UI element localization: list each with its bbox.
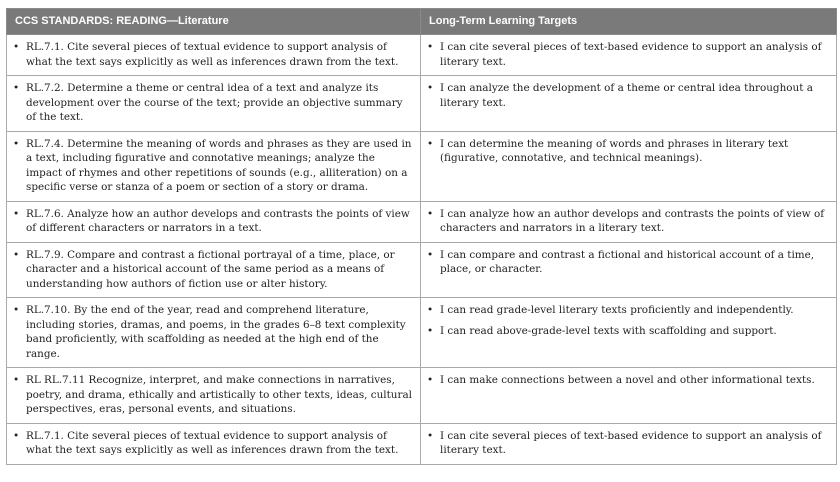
bullet-icon: • xyxy=(427,82,434,94)
standard-item xyxy=(13,303,414,361)
bullet-icon: • xyxy=(427,374,434,386)
header-row xyxy=(7,9,837,35)
standard-cell xyxy=(7,368,421,424)
bullet-icon: • xyxy=(427,429,434,442)
standards-table xyxy=(6,8,837,465)
target-item xyxy=(427,40,830,69)
bullet-icon: • xyxy=(13,248,20,261)
standard-cell xyxy=(7,35,421,76)
standard-item xyxy=(13,429,414,458)
bullet-icon: • xyxy=(13,41,20,53)
table-row xyxy=(7,35,837,76)
target-item-text: I can read grade-level literary texts proficiently and independently. xyxy=(440,304,794,316)
target-item-text: I can analyze the development of a theme or central idea throughout a literary text. xyxy=(440,82,813,109)
target-cell xyxy=(421,298,837,368)
target-cell xyxy=(421,368,837,424)
target-item-text: I can read above-grade-level texts with scaffolding and support. xyxy=(440,324,777,337)
bullet-icon: • xyxy=(13,82,20,94)
table-body xyxy=(7,35,837,465)
standard-item-text: RL.7.1. Cite several pieces of textual evidence to support analysis of what the text says explicitly as well as inferences drawn from the text. xyxy=(26,429,399,456)
standard-cell xyxy=(7,131,421,201)
standard-item-text: RL.7.4. Determine the meaning of words and phrases as they are used in a text, including figurative and connotative meanings; analyze the impact of rhymes and other repetitions of sounds (e.g., alliteration) on a specific verse or stanza of a poem or section of a story or drama. xyxy=(26,137,412,193)
standard-cell xyxy=(7,242,421,298)
target-item-text: I can analyze how an author develops and contrasts the points of view of characters and narrators in a literary text. xyxy=(440,207,825,234)
target-item xyxy=(427,248,830,277)
standard-cell xyxy=(7,201,421,242)
standard-item-text: RL.7.10. By the end of the year, read and comprehend literature, including stories, dramas, and poems, in the grades 6–8 text complexity band proficiently, with scaffolding as needed at the high end of the range. xyxy=(26,304,406,360)
target-cell xyxy=(421,35,837,76)
table-row xyxy=(7,76,837,132)
table-row xyxy=(7,423,837,464)
bullet-icon: • xyxy=(427,137,434,150)
standard-cell xyxy=(7,76,421,132)
table-row xyxy=(7,368,837,424)
standard-item-text: RL.7.6. Analyze how an author develops and contrasts the points of view of different characters or narrators in a text. xyxy=(26,207,410,234)
target-item xyxy=(427,207,830,236)
target-cell xyxy=(421,201,837,242)
target-item xyxy=(427,303,830,318)
target-cell xyxy=(421,242,837,298)
bullet-icon: • xyxy=(427,248,434,261)
header-standards: CCS STANDARDS: READING—Literature xyxy=(7,9,421,35)
standard-item xyxy=(13,248,414,292)
bullet-icon: • xyxy=(13,374,20,386)
bullet-icon: • xyxy=(427,41,434,53)
bullet-icon: • xyxy=(13,429,20,442)
bullet-icon: • xyxy=(427,304,434,316)
target-item-text: I can make connections between a novel and other informational texts. xyxy=(440,374,815,386)
bullet-icon: • xyxy=(427,324,434,337)
standard-item xyxy=(13,81,414,125)
target-item xyxy=(427,429,830,458)
target-cell xyxy=(421,76,837,132)
bullet-icon: • xyxy=(13,137,20,150)
table-row xyxy=(7,242,837,298)
target-item-text: I can cite several pieces of text-based evidence to support an analysis of literary text. xyxy=(440,41,822,68)
standard-item xyxy=(13,40,414,69)
target-item xyxy=(427,373,830,388)
table-row xyxy=(7,201,837,242)
target-item-text: I can compare and contrast a fictional and historical account of a time, place, or character. xyxy=(440,248,815,275)
target-item-text: I can determine the meaning of words and phrases in literary text (figurative, connotative, and technical meanings). xyxy=(440,137,789,164)
standard-cell xyxy=(7,298,421,368)
bullet-icon: • xyxy=(13,304,20,316)
standard-cell xyxy=(7,423,421,464)
target-cell xyxy=(421,131,837,201)
target-cell xyxy=(421,423,837,464)
header-learning-targets: Long-Term Learning Targets xyxy=(421,9,837,35)
standard-item-text: RL RL.7.11 Recognize, interpret, and make connections in narratives, poetry, and drama, ethically and artistically to other texts, ideas, cultural perspectives, eras, personal events, and situations. xyxy=(26,374,412,415)
standard-item-text: RL.7.2. Determine a theme or central idea of a text and analyze its development over the course of the text; provide an objective summary of the text. xyxy=(26,82,403,123)
standard-item xyxy=(13,137,414,195)
table-row xyxy=(7,298,837,368)
standard-item-text: RL.7.1. Cite several pieces of textual evidence to support analysis of what the text says explicitly as well as inferences drawn from the text. xyxy=(26,41,399,68)
target-item xyxy=(427,324,830,339)
target-item-text: I can cite several pieces of text-based evidence to support an analysis of literary text. xyxy=(440,429,822,456)
standard-item-text: RL.7.9. Compare and contrast a fictional portrayal of a time, place, or character and a historical account of the same period as a means of understanding how authors of fiction use or alter history. xyxy=(26,248,395,290)
bullet-icon: • xyxy=(13,207,20,220)
bullet-icon: • xyxy=(427,207,434,220)
target-item xyxy=(427,137,830,166)
standard-item xyxy=(13,373,414,417)
table-row xyxy=(7,131,837,201)
target-item xyxy=(427,81,830,110)
standard-item xyxy=(13,207,414,236)
